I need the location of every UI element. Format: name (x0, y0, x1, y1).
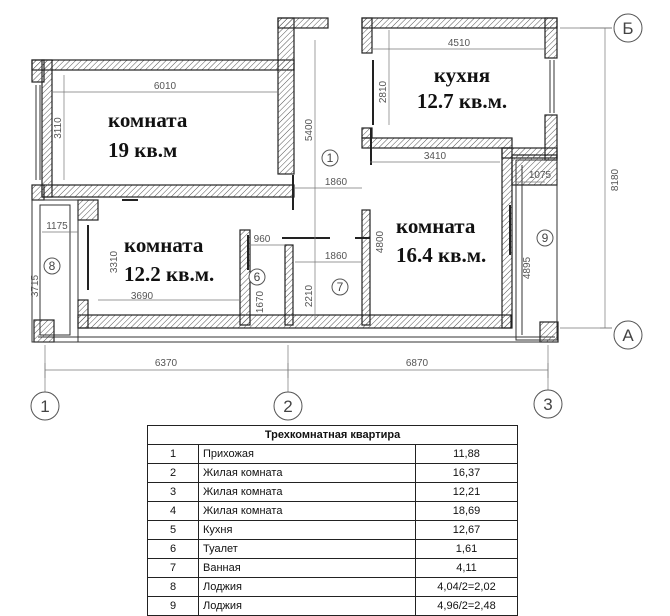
row-value: 12,67 (416, 521, 518, 540)
axis-marker-a (614, 321, 642, 349)
axis-label-3: 3 (543, 395, 553, 414)
row-value: 18,69 (416, 502, 518, 521)
row-value: 16,37 (416, 464, 518, 483)
room-marker-9 (537, 230, 553, 246)
table-row (148, 502, 518, 521)
dim-loggia8-height: 3715 (30, 274, 41, 298)
table-row (148, 559, 518, 578)
room-marker-8-label: 8 (48, 259, 56, 273)
dim-overall-height: 8180 (610, 168, 621, 192)
dim-room3-width: 3690 (130, 291, 154, 302)
row-number: 8 (148, 578, 199, 597)
room-marker-9-label: 9 (541, 231, 549, 245)
dim-bottom-left: 6370 (154, 358, 178, 369)
dim-toilet-width: 960 (253, 234, 271, 245)
room2-name: комната (396, 214, 476, 238)
row-name: Жилая комната (199, 483, 416, 502)
dim-loggia9-width: 1075 (528, 170, 552, 181)
table-row (148, 597, 518, 616)
axis-label-b: Б (622, 19, 634, 38)
dim-bottom-right: 6870 (405, 358, 429, 369)
dim-corridor-height: 5400 (304, 118, 315, 142)
row-number: 9 (148, 597, 199, 616)
table-row (148, 483, 518, 502)
dim-room2-height: 4800 (375, 230, 386, 254)
kitchen-name: кухня (433, 63, 491, 87)
area-table-header-row (148, 426, 518, 445)
row-name: Жилая комната (199, 464, 416, 483)
row-value: 4,96/2=2,48 (416, 597, 518, 616)
dim-top-right: 4510 (447, 38, 471, 49)
room-marker-7 (332, 279, 348, 295)
dim-toilet-height: 1670 (255, 290, 266, 314)
room-marker-6 (249, 269, 265, 285)
kitchen-area: 12.7 кв.м. (416, 89, 508, 113)
axis-marker-3 (534, 390, 562, 418)
dim-room4-height: 3110 (53, 117, 64, 139)
dim-corridor-width2: 1860 (324, 251, 348, 262)
table-row (148, 540, 518, 559)
row-number: 7 (148, 559, 199, 578)
row-number: 3 (148, 483, 199, 502)
row-name: Туалет (199, 540, 416, 559)
row-name: Лоджия (199, 597, 416, 616)
row-number: 2 (148, 464, 199, 483)
table-row (148, 445, 518, 464)
row-value: 1,61 (416, 540, 518, 559)
row-name: Лоджия (199, 578, 416, 597)
area-table-body (148, 445, 518, 616)
dim-room2-width: 3410 (423, 151, 447, 162)
dim-room4-width: 6010 (153, 81, 177, 92)
area-table (147, 425, 518, 616)
dim-loggia9-height: 4895 (522, 256, 533, 280)
table-row (148, 578, 518, 597)
axis-label-1: 1 (40, 397, 50, 416)
row-name: Ванная (199, 559, 416, 578)
axis-marker-2 (274, 392, 302, 420)
axis-marker-1 (31, 392, 59, 420)
axis-label-2: 2 (283, 397, 293, 416)
row-number: 5 (148, 521, 199, 540)
room-marker-8 (44, 258, 60, 274)
row-number: 1 (148, 445, 199, 464)
dim-corridor-width: 1860 (324, 177, 348, 188)
room-marker-1 (322, 150, 338, 166)
table-row (148, 521, 518, 540)
room4-name: комната (108, 108, 188, 132)
dim-kitchen-height: 2810 (378, 80, 389, 104)
row-name: Прихожая (199, 445, 416, 464)
room-marker-1-label: 1 (326, 151, 334, 165)
row-value: 4,04/2=2,02 (416, 578, 518, 597)
dim-room3-height: 3310 (109, 250, 120, 274)
row-name: Жилая комната (199, 502, 416, 521)
room-marker-6-label: 6 (253, 270, 261, 284)
row-number: 6 (148, 540, 199, 559)
row-name: Кухня (199, 521, 416, 540)
row-value: 12,21 (416, 483, 518, 502)
room3-name: комната (124, 233, 204, 257)
table-row (148, 464, 518, 483)
room2-area: 16.4 кв.м. (396, 243, 487, 267)
area-table-title: Трехкомнатная квартира (148, 426, 518, 445)
row-value: 4,11 (416, 559, 518, 578)
row-number: 4 (148, 502, 199, 521)
axis-marker-b (580, 14, 642, 42)
room4-area: 19 кв.м (108, 138, 178, 162)
axis-label-a: А (622, 326, 634, 345)
dim-loggia8-width: 1175 (46, 221, 68, 232)
room3-area: 12.2 кв.м. (124, 262, 215, 286)
room-marker-7-label: 7 (336, 280, 344, 294)
dim-bath-height: 2210 (304, 284, 315, 308)
row-value: 11,88 (416, 445, 518, 464)
